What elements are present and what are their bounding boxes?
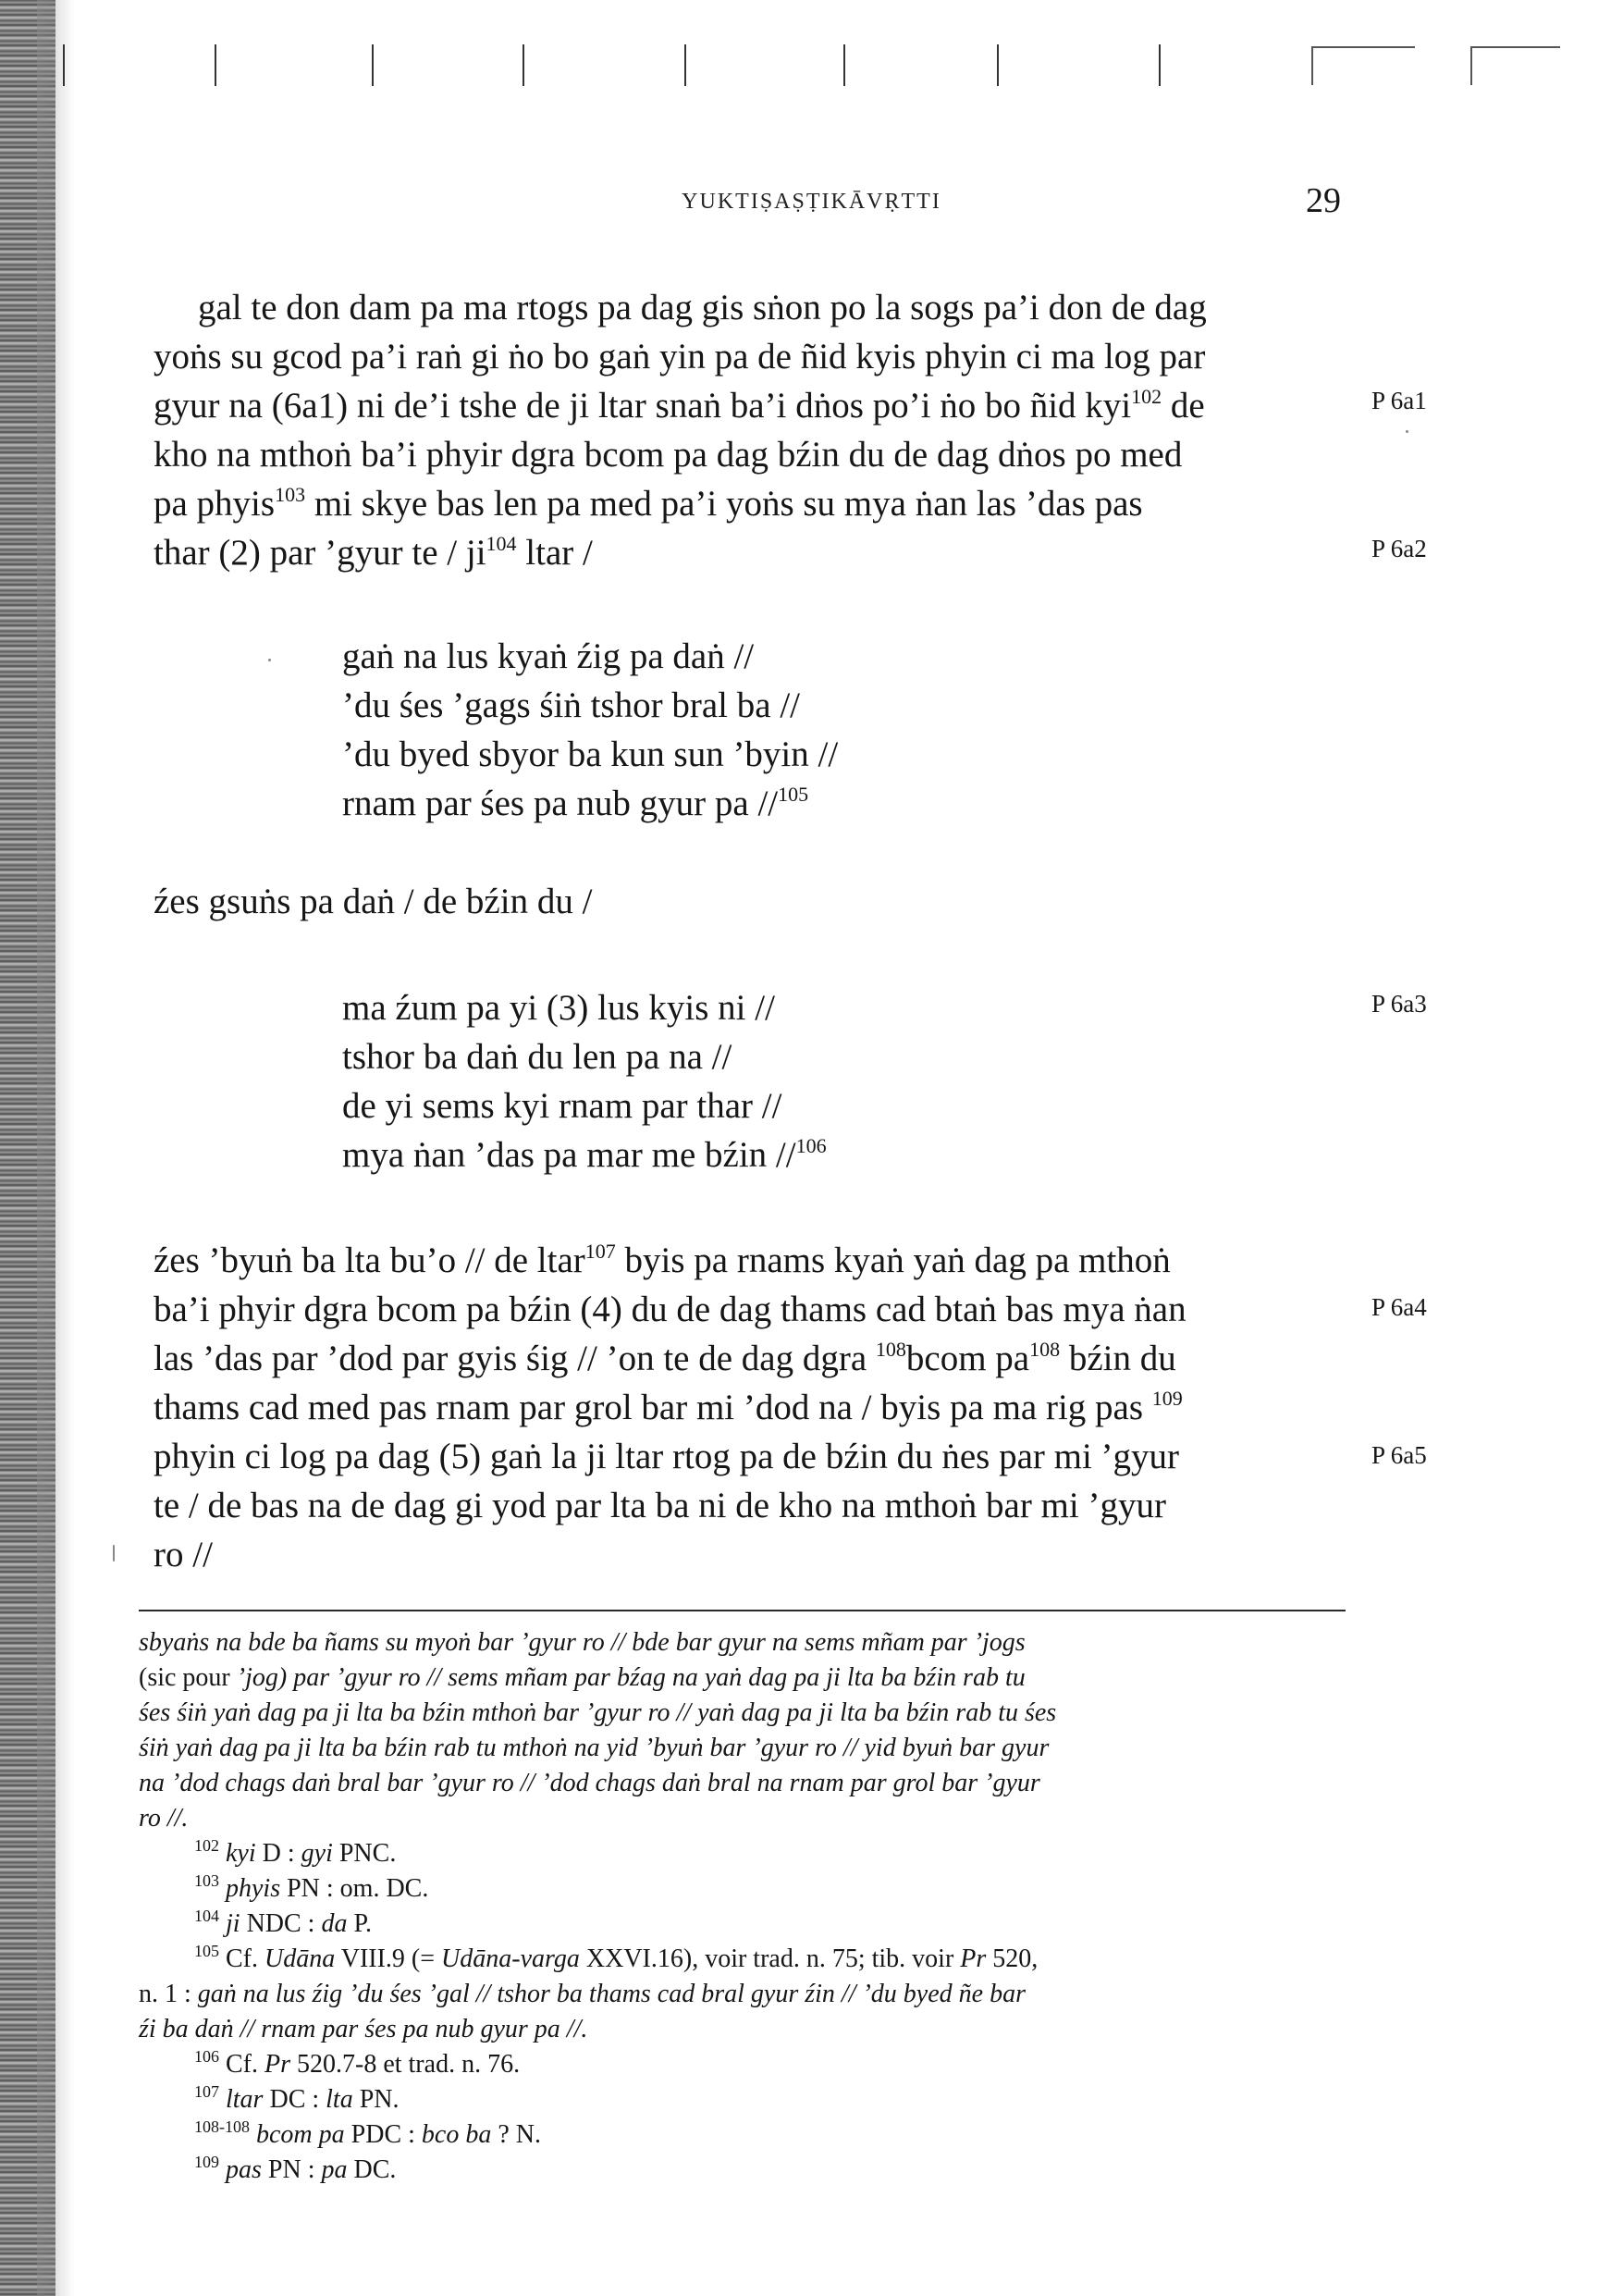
text-line: ro //	[154, 1535, 213, 1574]
verse-line: ma źum pa yi (3) lus kyis ni //	[342, 988, 775, 1028]
scan-speck	[113, 1545, 115, 1562]
footnote-105-cont: źi ba daṅ // rnam par śes pa nub gyur pa //.	[139, 2015, 588, 2043]
footnote-105: $^{105}$ Cf. Udāna VIII.9 (= Udāna-varga XXVI.16), voir trad. n. 75; tib. voir Pr 520,	[194, 1942, 1039, 1973]
footnote-104: $^{104}$ ji NDC : da P.	[194, 1907, 372, 1938]
verse-line: de yi sems kyi rnam par thar //	[342, 1086, 782, 1126]
margin-ref-p6a5: P 6a5	[1371, 1441, 1427, 1469]
verse-line: ’du byed sbyor ba kun sun ’byin //	[342, 734, 839, 774]
running-title: YUKTIṢAṢṬIKĀVṚTTI	[682, 190, 941, 214]
footnote-ref: 102	[1131, 385, 1162, 408]
verse-line: gaṅ na lus kyaṅ źig pa daṅ //	[342, 636, 755, 676]
scan-speck	[1406, 430, 1408, 433]
footnote-107: $^{107}$ ltar DC : lta PN.	[194, 2082, 400, 2114]
verse-line: rnam par śes pa nub gyur pa //$^{105}$	[342, 783, 809, 823]
verse-line: mya ṅan ’das pa mar me bźin //$^{106}$	[342, 1134, 827, 1175]
verse-block-1	[342, 632, 838, 828]
footnote-carryover-line: (sic pour ’jog) par ’gyur ro // sems mñam par bźag na yaṅ dag pa ji lta ba bźin rab tu	[139, 1663, 1026, 1692]
text-line: thams cad med pas rnam par grol bar mi ’dod na / byis pa ma rig pas $^{109}$	[154, 1387, 1183, 1427]
footnote-ref: 107	[584, 1240, 616, 1263]
footnotes	[139, 1625, 1350, 2188]
text-line: te / de bas na de dag gi yod par lta ba ni de kho na mthoṅ bar mi ’gyur	[154, 1486, 1166, 1525]
scan-speck	[268, 659, 271, 661]
footnote-109: $^{109}$ pas PN : pa DC.	[194, 2153, 397, 2184]
text-line: kho na mthoṅ ba’i phyir dgra bcom pa dag bźin du de dag dṅos po med	[154, 435, 1183, 475]
footnote-carryover-line: śiṅ yaṅ dag pa ji lta ba bźin rab tu mthoṅ na yid ’byuṅ bar ’gyur ro // yid byuṅ bar gyur	[139, 1734, 1050, 1762]
text-line: gyur na (6a1) ni de’i tshe de ji ltar snaṅ ba’i dṅos po’i ṅo bo ñid kyi$^{102}$ de	[154, 385, 1205, 426]
verse-line: tshor ba daṅ du len pa na //	[342, 1037, 732, 1077]
margin-ref-p6a2: P 6a2	[1371, 535, 1427, 562]
margin-ref-p6a4: P 6a4	[1371, 1293, 1427, 1321]
footnote-108: $^{108-108}$ bcom pa PDC : bco ba ? N.	[194, 2117, 541, 2149]
verse-block-2	[342, 983, 827, 1179]
footnote-carryover-line: sbyaṅs na bde ba ñams su myoṅ bar ’gyur ro // bde bar gyur na sems mñam par ’jogs	[139, 1628, 1026, 1657]
text-line: yoṅs su gcod pa’i raṅ gi ṅo bo gaṅ yin pa de ñid kyis phyin ci ma log par	[154, 337, 1206, 376]
paragraph-2	[154, 1236, 1356, 1579]
scan-shadow-edge	[0, 0, 55, 2296]
text-line: ba’i phyir dgra bcom pa bźin (4) du de dag thams cad btaṅ bas mya ṅan	[154, 1290, 1187, 1329]
footnote-carryover-line: śes śiṅ yaṅ dag pa ji lta ba bźin mthoṅ bar ’gyur ro // yaṅ dag pa ji lta ba bźin rab tu śes	[139, 1698, 1057, 1727]
footnote-carryover-line: ro //.	[139, 1804, 189, 1833]
text-line: pa phyis$^{103}$ mi skye bas len pa med pa’i yoṅs su mya ṅan las ’das pas	[154, 483, 1143, 524]
footnote-ref: 104	[486, 532, 517, 555]
footnote-ref: 109	[1151, 1387, 1183, 1410]
footnote-ref: 103	[275, 483, 306, 506]
footnote-ref: 106	[795, 1134, 827, 1157]
footnote-ref: 108	[1029, 1338, 1061, 1361]
text-line: phyin ci log pa dag (5) gaṅ la ji ltar rtog pa de bźin du ṅes par mi ’gyur	[154, 1437, 1180, 1476]
text-line: thar (2) par ’gyur te / $ji^{104}$ ltar /	[154, 532, 593, 573]
paragraph-1	[154, 283, 1356, 577]
footnote-carryover-line: na ’dod chags daṅ bral bar ’gyur ro // ’dod chags daṅ bral na rnam par grol bar ’gyur	[139, 1769, 1040, 1797]
footnote-ref: 105	[778, 783, 809, 806]
footnote-105-cont: n. 1 : gaṅ na lus źig ’du śes ’gal // tshor ba thams cad bral gyur źin // ’du byed ñe bar	[139, 1980, 1026, 2008]
page-number: 29	[1306, 181, 1341, 220]
margin-ref-p6a1: P 6a1	[1371, 387, 1427, 414]
footnote-106: $^{106}$ Cf. Pr 520.7-8 et trad. n. 76.	[194, 2047, 521, 2079]
margin-ref-p6a3: P 6a3	[1371, 990, 1427, 1018]
text-line: las ’das par ’dod par gyis śig // ’on te de dag dgra $^{108}$bcom $pa^{108}$ bźin du	[154, 1338, 1176, 1378]
footnote-separator	[139, 1610, 1346, 1611]
footnote-102: $^{102}$ kyi D : gyi PNC.	[194, 1836, 397, 1868]
text-line: gal te don dam pa ma rtogs pa dag gis sṅon po la sogs pa’i don de dag	[198, 288, 1207, 327]
text-line: źes ’byuṅ ba lta bu’o // de ltar$^{107}$ byis pa rnams kyaṅ yaṅ dag pa mthoṅ	[154, 1240, 1171, 1280]
verse-line: ’du śes ’gags śiṅ tshor bral ba //	[342, 685, 801, 725]
footnote-103: $^{103}$ phyis PN : om. DC.	[194, 1871, 429, 1903]
interlude-line: źes gsuṅs pa daṅ / de bźin du /	[154, 882, 593, 921]
footnote-ref: 108	[875, 1338, 906, 1361]
